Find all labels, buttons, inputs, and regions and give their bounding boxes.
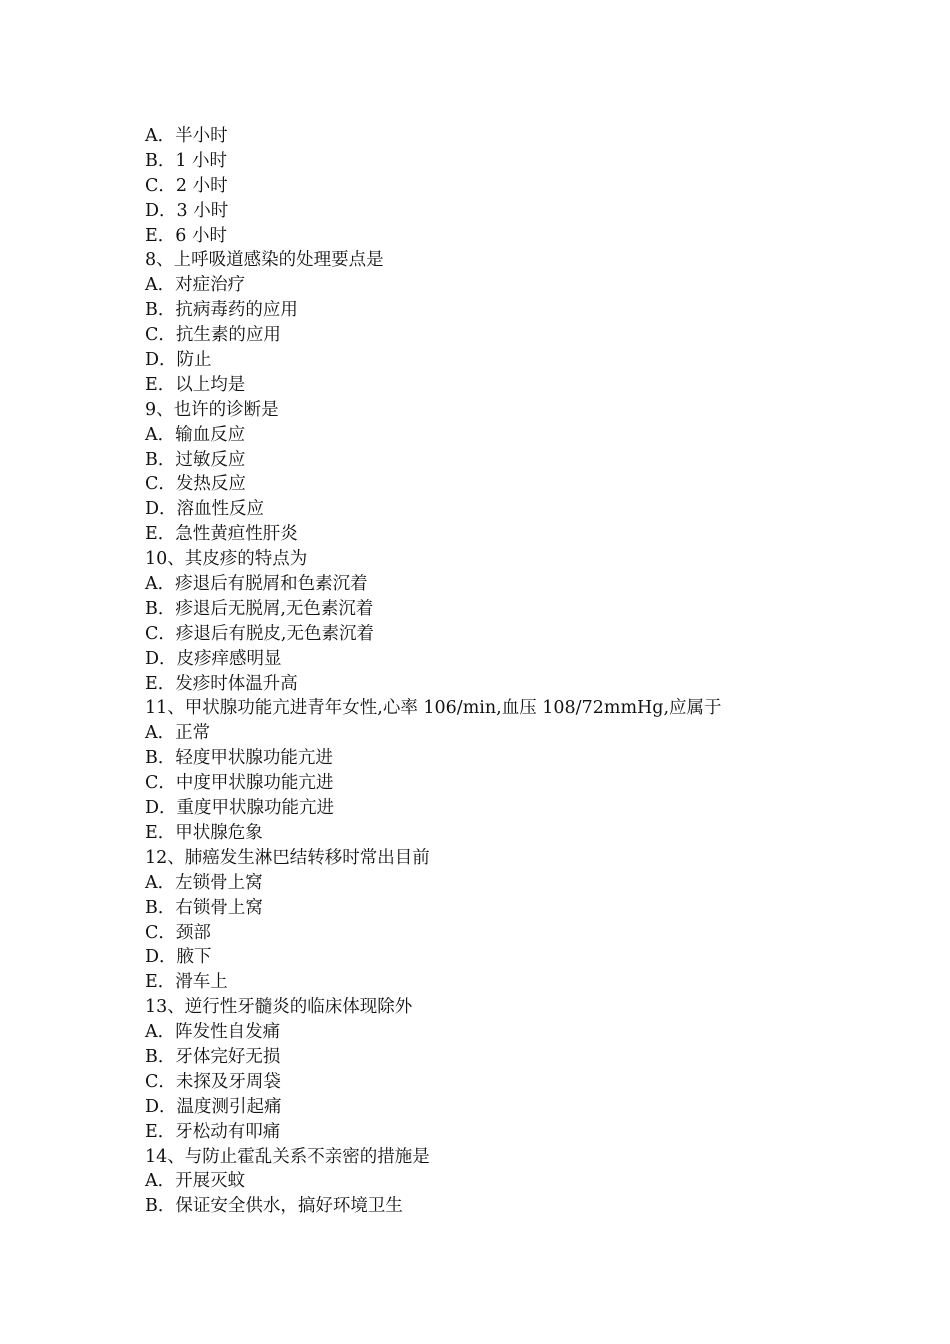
option-text: C．颈部 [145, 922, 211, 943]
document-body [145, 124, 845, 1219]
option-text: D．溶血性反应 [145, 499, 265, 520]
option-text: E．急性黄疸性肝炎 [145, 524, 298, 545]
option-text: D．腋下 [145, 947, 212, 968]
question-text: 10、其皮疹的特点为 [145, 549, 308, 570]
option-text: C．未探及牙周袋 [145, 1071, 281, 1092]
option-text: A．左锁骨上窝 [145, 872, 263, 893]
option-text: B．1 小时 [145, 150, 228, 171]
option-text: C．发热反应 [145, 474, 246, 495]
option-text: E．6 小时 [145, 225, 227, 246]
option-text: C．抗生素的应用 [145, 325, 281, 346]
option-text: A．对症治疗 [145, 275, 246, 296]
question-text: 12、肺癌发生淋巴结转移时常出目前 [145, 847, 430, 868]
option-text: A．开展灭蚊 [145, 1171, 246, 1192]
option-text: B．牙体完好无损 [145, 1046, 281, 1067]
option-text: C．2 小时 [145, 175, 228, 196]
option-text: D．皮疹痒感明显 [145, 648, 282, 669]
option-text: E．发疹时体温升高 [145, 673, 298, 694]
option-text: C．疹退后有脱皮,无色素沉着 [145, 623, 374, 644]
option-text: B．轻度甲状腺功能亢进 [145, 748, 333, 769]
option-text: B．保证安全供水，搞好环境卫生 [145, 1196, 403, 1217]
option-text: A．阵发性自发痛 [145, 1022, 281, 1043]
option-text: E．滑车上 [145, 972, 228, 993]
option-text: B．右锁骨上窝 [145, 897, 263, 918]
question-text: 8、上呼吸道感染的处理要点是 [145, 250, 384, 271]
option-text: A．疹退后有脱屑和色素沉着 [145, 574, 368, 595]
question-text: 13、逆行性牙髓炎的临床体现除外 [145, 997, 413, 1018]
option-text: D．温度测引起痛 [145, 1096, 282, 1117]
option-text: A．半小时 [145, 126, 228, 146]
option-text: D．防止 [145, 350, 212, 371]
question-text: 11、甲状腺功能亢进青年女性,心率 106/min,血压 108/72mmHg,应属于 [145, 698, 722, 719]
option-text: E．以上均是 [145, 374, 246, 395]
option-text: B．过敏反应 [145, 449, 246, 470]
option-text: E．甲状腺危象 [145, 822, 263, 843]
question-text: 9、也许的诊断是 [145, 399, 279, 420]
option-text: C．中度甲状腺功能亢进 [145, 773, 334, 794]
option-text: D．3 小时 [145, 200, 229, 221]
option-text: A．正常 [145, 723, 211, 744]
option-text: A．输血反应 [145, 424, 246, 445]
question-text: 14、与防止霍乱关系不亲密的措施是 [145, 1146, 430, 1167]
option-text: E．牙松动有叩痛 [145, 1121, 281, 1142]
option-text: B．抗病毒药的应用 [145, 300, 298, 321]
option-text: D．重度甲状腺功能亢进 [145, 798, 335, 819]
option-text: B．疹退后无脱屑,无色素沉着 [145, 598, 374, 619]
